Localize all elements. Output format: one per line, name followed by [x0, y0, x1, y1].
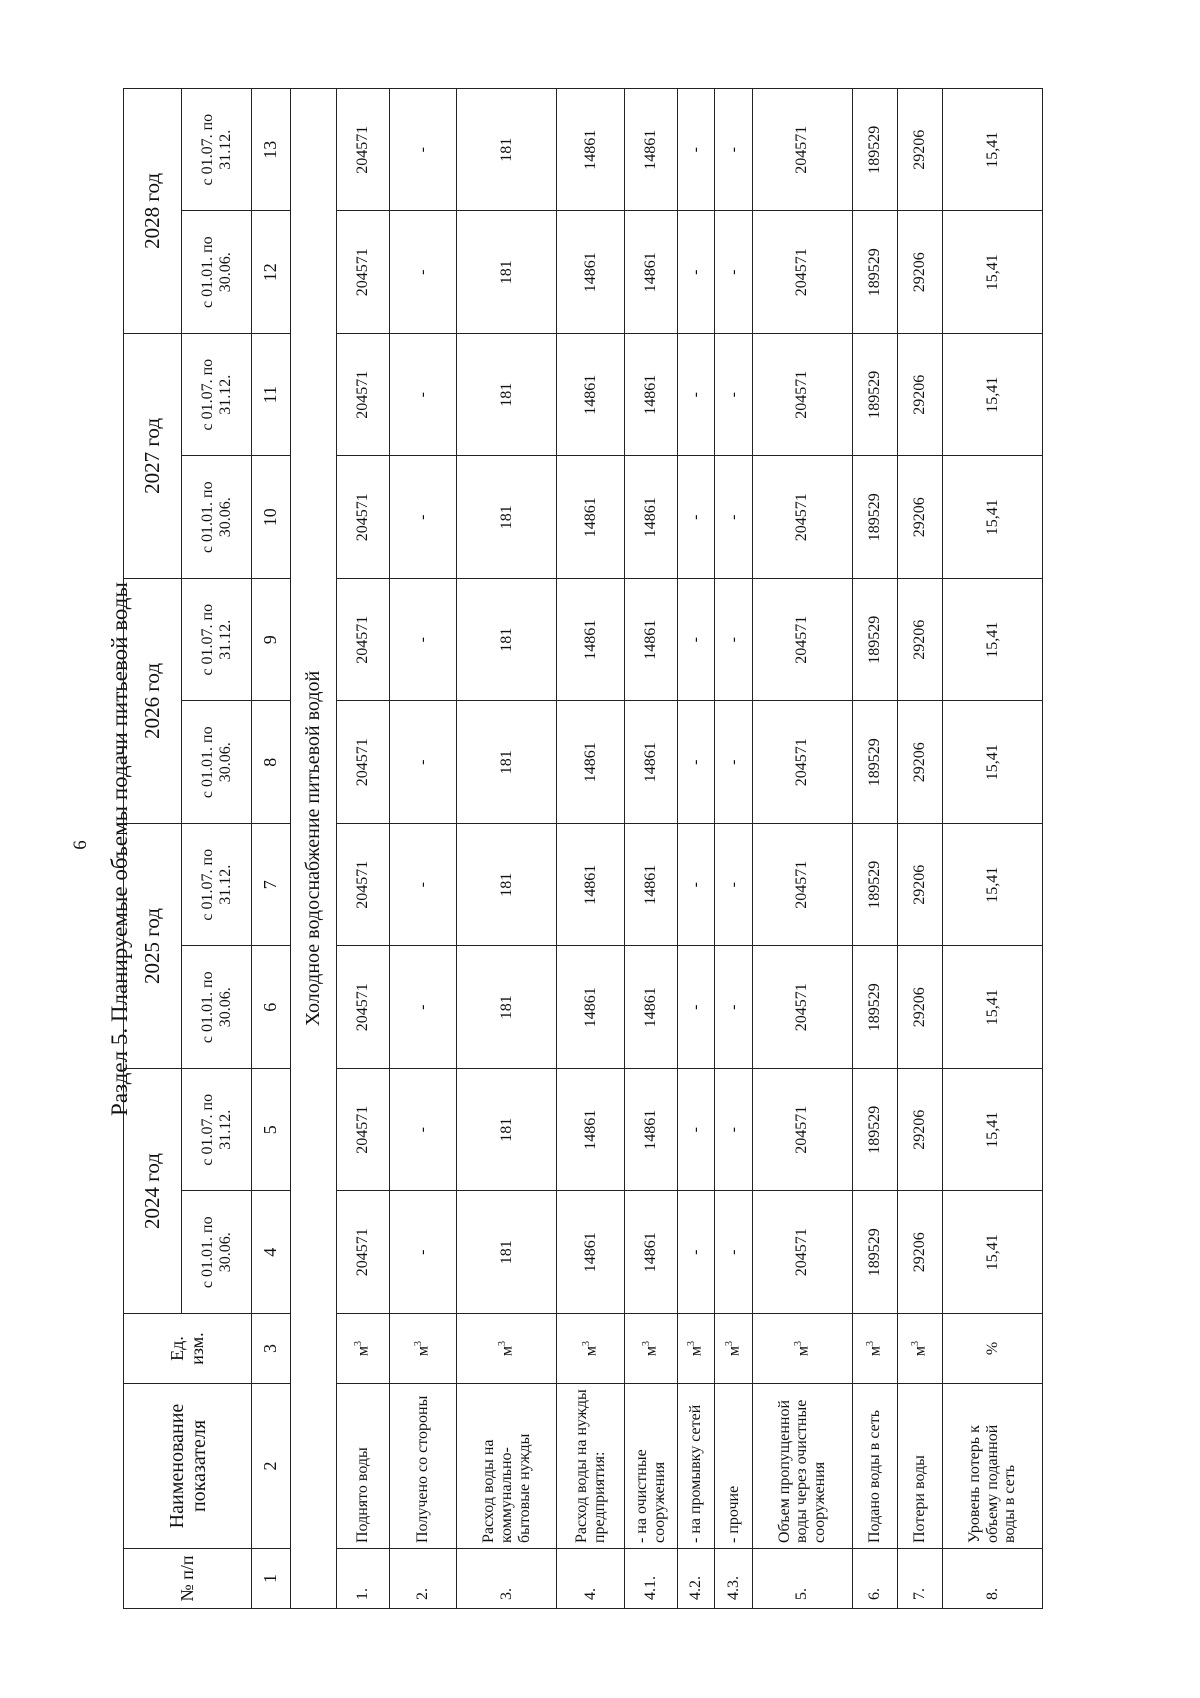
row-value: -	[389, 1068, 457, 1191]
row-value: 181	[457, 578, 557, 701]
row-value: 29206	[897, 88, 942, 211]
row-value: -	[715, 88, 753, 211]
row-value: 29206	[897, 701, 942, 824]
row-value: -	[715, 946, 753, 1069]
row-value: 189529	[852, 1068, 897, 1191]
row-value: 189529	[852, 578, 897, 701]
row-unit: $м^3$	[624, 1314, 677, 1384]
row-number: 3.	[457, 1549, 557, 1609]
row-value: 15,41	[942, 946, 1042, 1069]
column-index-cell: 11	[252, 333, 291, 456]
row-name: - прочие	[715, 1384, 753, 1549]
row-name: Уровень потерь к объему поданной воды в сеть	[942, 1384, 1042, 1549]
row-value: 189529	[852, 211, 897, 334]
header-period: с 01.01. по 30.06.	[182, 701, 252, 824]
row-name: Поднято воды	[337, 1384, 390, 1549]
row-value: 15,41	[942, 333, 1042, 456]
header-period: с 01.01. по 30.06.	[182, 211, 252, 334]
row-value: 14861	[557, 88, 625, 211]
row-name: Объем пропущенной воды через очистные сооружения	[752, 1384, 852, 1549]
column-index-cell: 13	[252, 88, 291, 211]
row-value: 14861	[557, 701, 625, 824]
row-value: 204571	[337, 701, 390, 824]
row-value: 29206	[897, 456, 942, 579]
row-unit: $м^3$	[337, 1314, 390, 1384]
header-year-2025: 2025 год	[124, 823, 182, 1068]
row-value: -	[389, 88, 457, 211]
row-unit: $м^3$	[897, 1314, 942, 1384]
row-value: 204571	[337, 823, 390, 946]
row-value: 15,41	[942, 701, 1042, 824]
row-value: 29206	[897, 333, 942, 456]
row-value: 204571	[752, 578, 852, 701]
table-row	[624, 88, 677, 1608]
row-value: -	[677, 88, 715, 211]
row-name: Расход воды на нужды предприятия:	[557, 1384, 625, 1549]
row-name: Получено со стороны	[389, 1384, 457, 1549]
row-value: -	[389, 211, 457, 334]
row-value: 181	[457, 701, 557, 824]
row-value: -	[389, 578, 457, 701]
row-value: 181	[457, 1191, 557, 1314]
row-value: 204571	[752, 1191, 852, 1314]
row-value: -	[715, 578, 753, 701]
row-number: 4.2.	[677, 1549, 715, 1609]
water-supply-table-container	[123, 89, 1043, 1609]
header-year-2026: 2026 год	[124, 578, 182, 823]
row-value: -	[715, 211, 753, 334]
row-value: 181	[457, 823, 557, 946]
header-period: с 01.01. по 30.06.	[182, 1191, 252, 1314]
row-value: 29206	[897, 578, 942, 701]
row-unit: $м^3$	[677, 1314, 715, 1384]
row-value: 204571	[337, 211, 390, 334]
row-value: 204571	[337, 578, 390, 701]
row-value: 14861	[624, 211, 677, 334]
row-value: 29206	[897, 211, 942, 334]
row-unit: %	[942, 1314, 1042, 1384]
column-index-cell: 7	[252, 823, 291, 946]
row-value: 14861	[624, 88, 677, 211]
water-supply-table	[123, 88, 1043, 1609]
row-value: 189529	[852, 701, 897, 824]
row-value: 181	[457, 946, 557, 1069]
row-value: 14861	[624, 578, 677, 701]
row-value: 204571	[337, 946, 390, 1069]
row-unit: $м^3$	[557, 1314, 625, 1384]
row-number: 1.	[337, 1549, 390, 1609]
row-value: 181	[457, 456, 557, 579]
column-index-cell: 9	[252, 578, 291, 701]
row-value: -	[715, 456, 753, 579]
row-value: -	[677, 211, 715, 334]
header-period: с 01.07. по 31.12.	[182, 88, 252, 211]
row-number: 5.	[752, 1549, 852, 1609]
table-row	[557, 88, 625, 1608]
row-value: -	[677, 823, 715, 946]
row-value: 204571	[752, 88, 852, 211]
row-value: 204571	[752, 456, 852, 579]
row-unit: $м^3$	[752, 1314, 852, 1384]
row-value: 189529	[852, 456, 897, 579]
table-row	[457, 88, 557, 1608]
row-value: 14861	[557, 1191, 625, 1314]
column-index-cell: 2	[252, 1384, 291, 1549]
row-value: 204571	[752, 333, 852, 456]
row-value: 181	[457, 333, 557, 456]
row-value: 204571	[752, 1068, 852, 1191]
row-value: 204571	[752, 211, 852, 334]
column-index-cell: 3	[252, 1314, 291, 1384]
row-number: 2.	[389, 1549, 457, 1609]
table-row	[852, 88, 897, 1608]
column-index-cell: 8	[252, 701, 291, 824]
row-value: 14861	[557, 578, 625, 701]
table-body	[252, 88, 1043, 1608]
row-value: 15,41	[942, 456, 1042, 579]
row-value: 181	[457, 88, 557, 211]
row-value: 29206	[897, 1191, 942, 1314]
row-unit: $м^3$	[389, 1314, 457, 1384]
row-number: 8.	[942, 1549, 1042, 1609]
row-name: - на очистные сооружения	[624, 1384, 677, 1549]
row-value: -	[389, 701, 457, 824]
header-period: с 01.01. по 30.06.	[182, 456, 252, 579]
row-value: -	[389, 823, 457, 946]
header-period: с 01.07. по 31.12.	[182, 823, 252, 946]
row-value: 14861	[557, 823, 625, 946]
page-number: 6	[69, 840, 91, 850]
row-value: 189529	[852, 333, 897, 456]
row-value: 204571	[337, 1068, 390, 1191]
row-value: -	[677, 1191, 715, 1314]
row-number: 7.	[897, 1549, 942, 1609]
column-index-cell: 6	[252, 946, 291, 1069]
header-period: с 01.07. по 31.12.	[182, 333, 252, 456]
row-value: -	[715, 333, 753, 456]
header-num: № п/п	[124, 1549, 252, 1609]
row-number: 4.	[557, 1549, 625, 1609]
row-value: 14861	[557, 211, 625, 334]
row-value: -	[389, 1191, 457, 1314]
header-period: с 01.07. по 31.12.	[182, 1068, 252, 1191]
header-period: с 01.01. по 30.06.	[182, 946, 252, 1069]
row-value: 15,41	[942, 88, 1042, 211]
table-row	[897, 88, 942, 1608]
row-name: Потери воды	[897, 1384, 942, 1549]
row-value: -	[677, 456, 715, 579]
header-period: с 01.07. по 31.12.	[182, 578, 252, 701]
row-unit: $м^3$	[457, 1314, 557, 1384]
column-index-cell: 4	[252, 1191, 291, 1314]
row-value: -	[715, 701, 753, 824]
row-value: -	[715, 1068, 753, 1191]
row-value: -	[677, 701, 715, 824]
row-value: -	[677, 946, 715, 1069]
table-row	[389, 88, 457, 1608]
row-name: Подано воды в сеть	[852, 1384, 897, 1549]
row-value: 14861	[624, 701, 677, 824]
row-value: 29206	[897, 946, 942, 1069]
table-row	[942, 88, 1042, 1608]
row-value: 181	[457, 1068, 557, 1191]
section-row	[290, 88, 336, 1608]
table-row	[715, 88, 753, 1608]
row-value: 14861	[557, 1068, 625, 1191]
row-value: -	[677, 1068, 715, 1191]
row-value: 29206	[897, 823, 942, 946]
row-value: -	[389, 333, 457, 456]
header-year-2028: 2028 год	[124, 88, 182, 333]
header-year-2027: 2027 год	[124, 333, 182, 578]
row-value: 14861	[624, 823, 677, 946]
row-value: 189529	[852, 1191, 897, 1314]
row-unit: $м^3$	[852, 1314, 897, 1384]
column-index-cell: 10	[252, 456, 291, 579]
row-value: -	[389, 456, 457, 579]
section-title: Раздел 5. Планируемые объемы подачи питьевой воды	[107, 582, 132, 1116]
row-value: 14861	[624, 456, 677, 579]
row-value: 204571	[752, 823, 852, 946]
row-value: 15,41	[942, 578, 1042, 701]
table-row	[752, 88, 852, 1608]
row-value: -	[677, 578, 715, 701]
row-value: 189529	[852, 88, 897, 211]
row-value: 14861	[557, 946, 625, 1069]
row-value: 29206	[897, 1068, 942, 1191]
row-value: 189529	[852, 823, 897, 946]
header-year-2024: 2024 год	[124, 1068, 182, 1313]
row-value: 204571	[337, 88, 390, 211]
row-value: 204571	[337, 1191, 390, 1314]
row-value: 189529	[852, 946, 897, 1069]
row-value: 14861	[624, 333, 677, 456]
table-row	[337, 88, 390, 1608]
row-value: 14861	[624, 946, 677, 1069]
section-label: Холодное водоснабжение питьевой водой	[290, 88, 336, 1608]
column-index-row	[252, 88, 291, 1608]
row-value: -	[389, 946, 457, 1069]
row-value: 15,41	[942, 823, 1042, 946]
row-value: 204571	[752, 946, 852, 1069]
row-name: - на промывку сетей	[677, 1384, 715, 1549]
row-value: 204571	[337, 456, 390, 579]
row-value: 181	[457, 211, 557, 334]
row-value: 14861	[557, 333, 625, 456]
header-unit: Ед. изм.	[124, 1314, 252, 1384]
row-value: -	[677, 333, 715, 456]
row-value: 204571	[337, 333, 390, 456]
row-value: 15,41	[942, 211, 1042, 334]
column-index-cell: 12	[252, 211, 291, 334]
row-value: 204571	[752, 701, 852, 824]
row-value: -	[715, 1191, 753, 1314]
row-number: 6.	[852, 1549, 897, 1609]
row-name: Расход воды на коммунально-бытовые нужды	[457, 1384, 557, 1549]
row-unit: $м^3$	[715, 1314, 753, 1384]
row-value: -	[715, 823, 753, 946]
row-value: 15,41	[942, 1068, 1042, 1191]
row-value: 14861	[624, 1191, 677, 1314]
row-value: 15,41	[942, 1191, 1042, 1314]
column-index-cell: 5	[252, 1068, 291, 1191]
row-value: 14861	[557, 456, 625, 579]
row-number: 4.3.	[715, 1549, 753, 1609]
column-index-cell: 1	[252, 1549, 291, 1609]
row-value: 14861	[624, 1068, 677, 1191]
table-row	[677, 88, 715, 1608]
header-name: Наименование показателя	[124, 1384, 252, 1549]
row-number: 4.1.	[624, 1549, 677, 1609]
